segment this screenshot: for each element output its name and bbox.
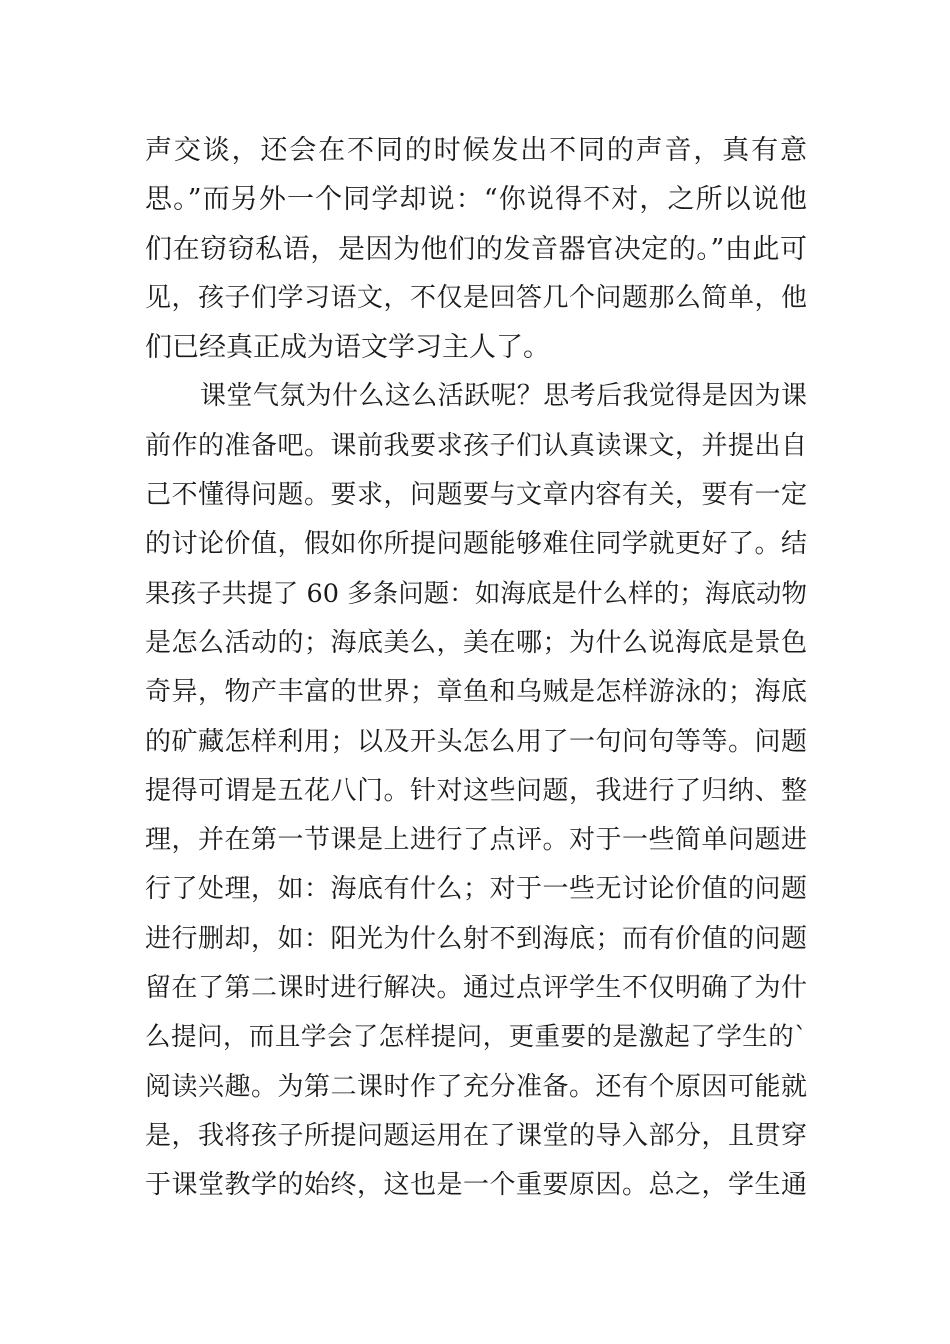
text-line: 前作的准备吧。课前我要求孩子们认真读课文，并提出自 <box>145 430 807 461</box>
text-line: 的讨论价值，假如你所提问题能够难住同学就更好了。结 <box>145 529 807 560</box>
paragraph-first-line: 课堂气氛为什么这么活跃呢？思考后我觉得是因为课 <box>200 381 807 412</box>
text-line: 是，我将孩子所提问题运用在了课堂的导入部分，且贯穿 <box>145 1120 807 1151</box>
text-line: 奇异，物产丰富的世界；章鱼和乌贼是怎样游泳的；海底 <box>145 677 807 708</box>
text-line: 留在了第二课时进行解决。通过点评学生不仅明确了为什 <box>145 973 807 1004</box>
text-line: 思。”而另外一个同学却说：“你说得不对，之所以说他 <box>145 184 807 216</box>
text-line: 果孩子共提了 60 多条问题：如海底是什么样的；海底动物 <box>145 578 807 609</box>
text-line: 阅读兴趣。为第二课时作了充分准备。还有个原因可能就 <box>145 1071 807 1102</box>
text-line: 们已经真正成为语文学习主人了。 <box>145 332 550 364</box>
text-line: 理，并在第一节课是上进行了点评。对于一些简单问题进 <box>145 825 807 856</box>
text-line: 是怎么活动的；海底美么，美在哪；为什么说海底是景色 <box>145 627 807 658</box>
text-line: 的矿藏怎样利用；以及开头怎么用了一句问句等等。问题 <box>145 726 807 757</box>
text-line: 声交谈，还会在不同的时候发出不同的声音，真有意 <box>145 135 807 166</box>
text-line: 么提问，而且学会了怎样提问，更重要的是激起了学生的` <box>145 1022 807 1053</box>
text-line: 进行删却，如：阳光为什么射不到海底；而有价值的问题 <box>145 923 807 954</box>
text-line: 己不懂得问题。要求，问题要与文章内容有关，要有一定 <box>145 480 807 511</box>
text-line: 提得可谓是五花八门。针对这些问题，我进行了归纳、整 <box>145 775 807 806</box>
body-text <box>145 126 807 1211</box>
text-line: 们在窃窃私语，是因为他们的发音器官决定的。”由此可 <box>145 233 807 265</box>
text-line: 于课堂教学的始终，这也是一个重要原因。总之，学生通 <box>145 1170 807 1201</box>
text-line: 行了处理，如：海底有什么；对于一些无讨论价值的问题 <box>145 874 807 905</box>
text-line: 见，孩子们学习语文，不仅是回答几个问题那么简单，他 <box>145 282 807 313</box>
